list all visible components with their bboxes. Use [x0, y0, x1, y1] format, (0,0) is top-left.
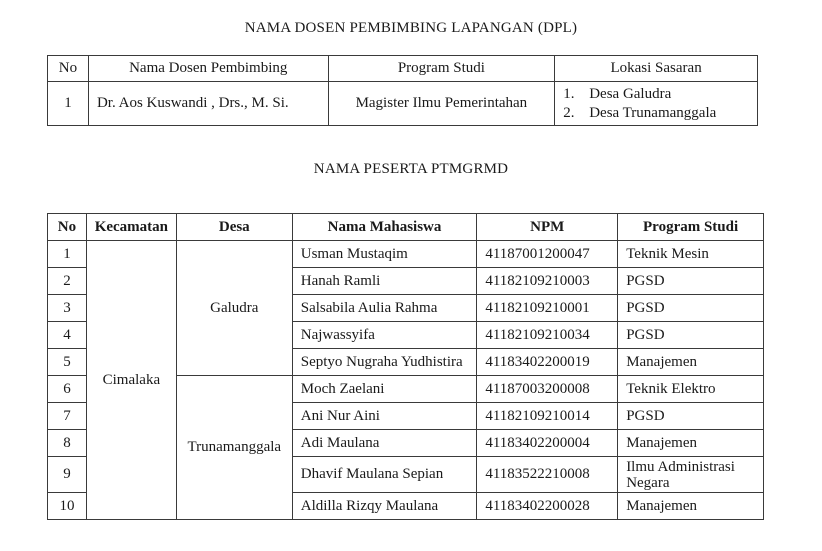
lokasi-name: Desa Galudra [589, 85, 672, 102]
row-prodi: PGSD [618, 322, 764, 349]
header-desa: Desa [176, 214, 292, 241]
dpl-header-prodi: Program Studi [328, 56, 555, 82]
dpl-row [48, 82, 758, 126]
row-prodi: Manajemen [618, 349, 764, 376]
row-nama: Hanah Ramli [292, 268, 477, 295]
row-npm: 41187003200008 [477, 376, 618, 403]
row-no: 10 [48, 493, 87, 520]
row-nama: Usman Mustaqim [292, 241, 477, 268]
row-no: 8 [48, 430, 87, 457]
peserta-title: NAMA PESERTA PTMGRMD [313, 161, 509, 177]
kecamatan-cell: Cimalaka [86, 241, 176, 520]
dpl-nama: Dr. Aos Kuswandi , Drs., M. Si. [88, 82, 328, 126]
row-npm: 41183522210008 [477, 457, 618, 493]
lokasi-item [563, 104, 757, 123]
dpl-no: 1 [48, 82, 89, 126]
header-npm: NPM [477, 214, 618, 241]
row-prodi: Teknik Mesin [618, 241, 764, 268]
dpl-header-lokasi: Lokasi Sasaran [555, 56, 758, 82]
row-no: 6 [48, 376, 87, 403]
lokasi-number: 1. [563, 85, 575, 102]
row-nama: Salsabila Aulia Rahma [292, 295, 477, 322]
peserta-header-row [48, 214, 764, 241]
header-nama-mahasiswa: Nama Mahasiswa [292, 214, 477, 241]
row-npm: 41183402200004 [477, 430, 618, 457]
row-npm: 41182109210034 [477, 322, 618, 349]
header-program-studi: Program Studi [618, 214, 764, 241]
row-no: 9 [48, 457, 87, 493]
row-no: 7 [48, 403, 87, 430]
lokasi-name: Desa Trunamanggala [589, 104, 717, 121]
dpl-header-nama: Nama Dosen Pembimbing [88, 56, 328, 82]
row-prodi: PGSD [618, 403, 764, 430]
row-nama: Adi Maulana [292, 430, 477, 457]
row-no: 2 [48, 268, 87, 295]
desa-cell-galudra: Galudra [176, 241, 292, 376]
row-no: 4 [48, 322, 87, 349]
row-npm: 41183402200028 [477, 493, 618, 520]
row-no: 3 [48, 295, 87, 322]
row-prodi: Manajemen [618, 493, 764, 520]
dpl-title: NAMA DOSEN PEMBIMBING LAPANGAN (DPL) [244, 20, 578, 36]
row-no: 1 [48, 241, 87, 268]
header-kecamatan: Kecamatan [86, 214, 176, 241]
dpl-header-no: No [48, 56, 89, 82]
desa-cell-trunamanggala: Trunamanggala [176, 376, 292, 520]
row-prodi: Manajemen [618, 430, 764, 457]
peserta-table [47, 213, 764, 520]
header-no: No [48, 214, 87, 241]
row-prodi: Teknik Elektro [618, 376, 764, 403]
dpl-prodi: Magister Ilmu Pemerintahan [328, 82, 555, 126]
row-nama: Najwassyifa [292, 322, 477, 349]
row-nama: Ani Nur Aini [292, 403, 477, 430]
row-prodi: PGSD [618, 295, 764, 322]
row-nama: Septyo Nugraha Yudhistira [292, 349, 477, 376]
dpl-table [47, 55, 758, 126]
lokasi-item [563, 85, 757, 104]
lokasi-number: 2. [563, 104, 575, 121]
row-no: 5 [48, 349, 87, 376]
dpl-header-row [48, 56, 758, 82]
table-row [48, 241, 764, 268]
lokasi-list [555, 85, 757, 123]
row-nama: Aldilla Rizqy Maulana [292, 493, 477, 520]
row-prodi: Ilmu Administrasi Negara [618, 457, 764, 493]
row-prodi: PGSD [618, 268, 764, 295]
row-npm: 41187001200047 [477, 241, 618, 268]
row-npm: 41183402200019 [477, 349, 618, 376]
row-npm: 41182109210003 [477, 268, 618, 295]
row-npm: 41182109210014 [477, 403, 618, 430]
dpl-lokasi [555, 82, 758, 126]
row-nama: Dhavif Maulana Sepian [292, 457, 477, 493]
row-nama: Moch Zaelani [292, 376, 477, 403]
row-npm: 41182109210001 [477, 295, 618, 322]
